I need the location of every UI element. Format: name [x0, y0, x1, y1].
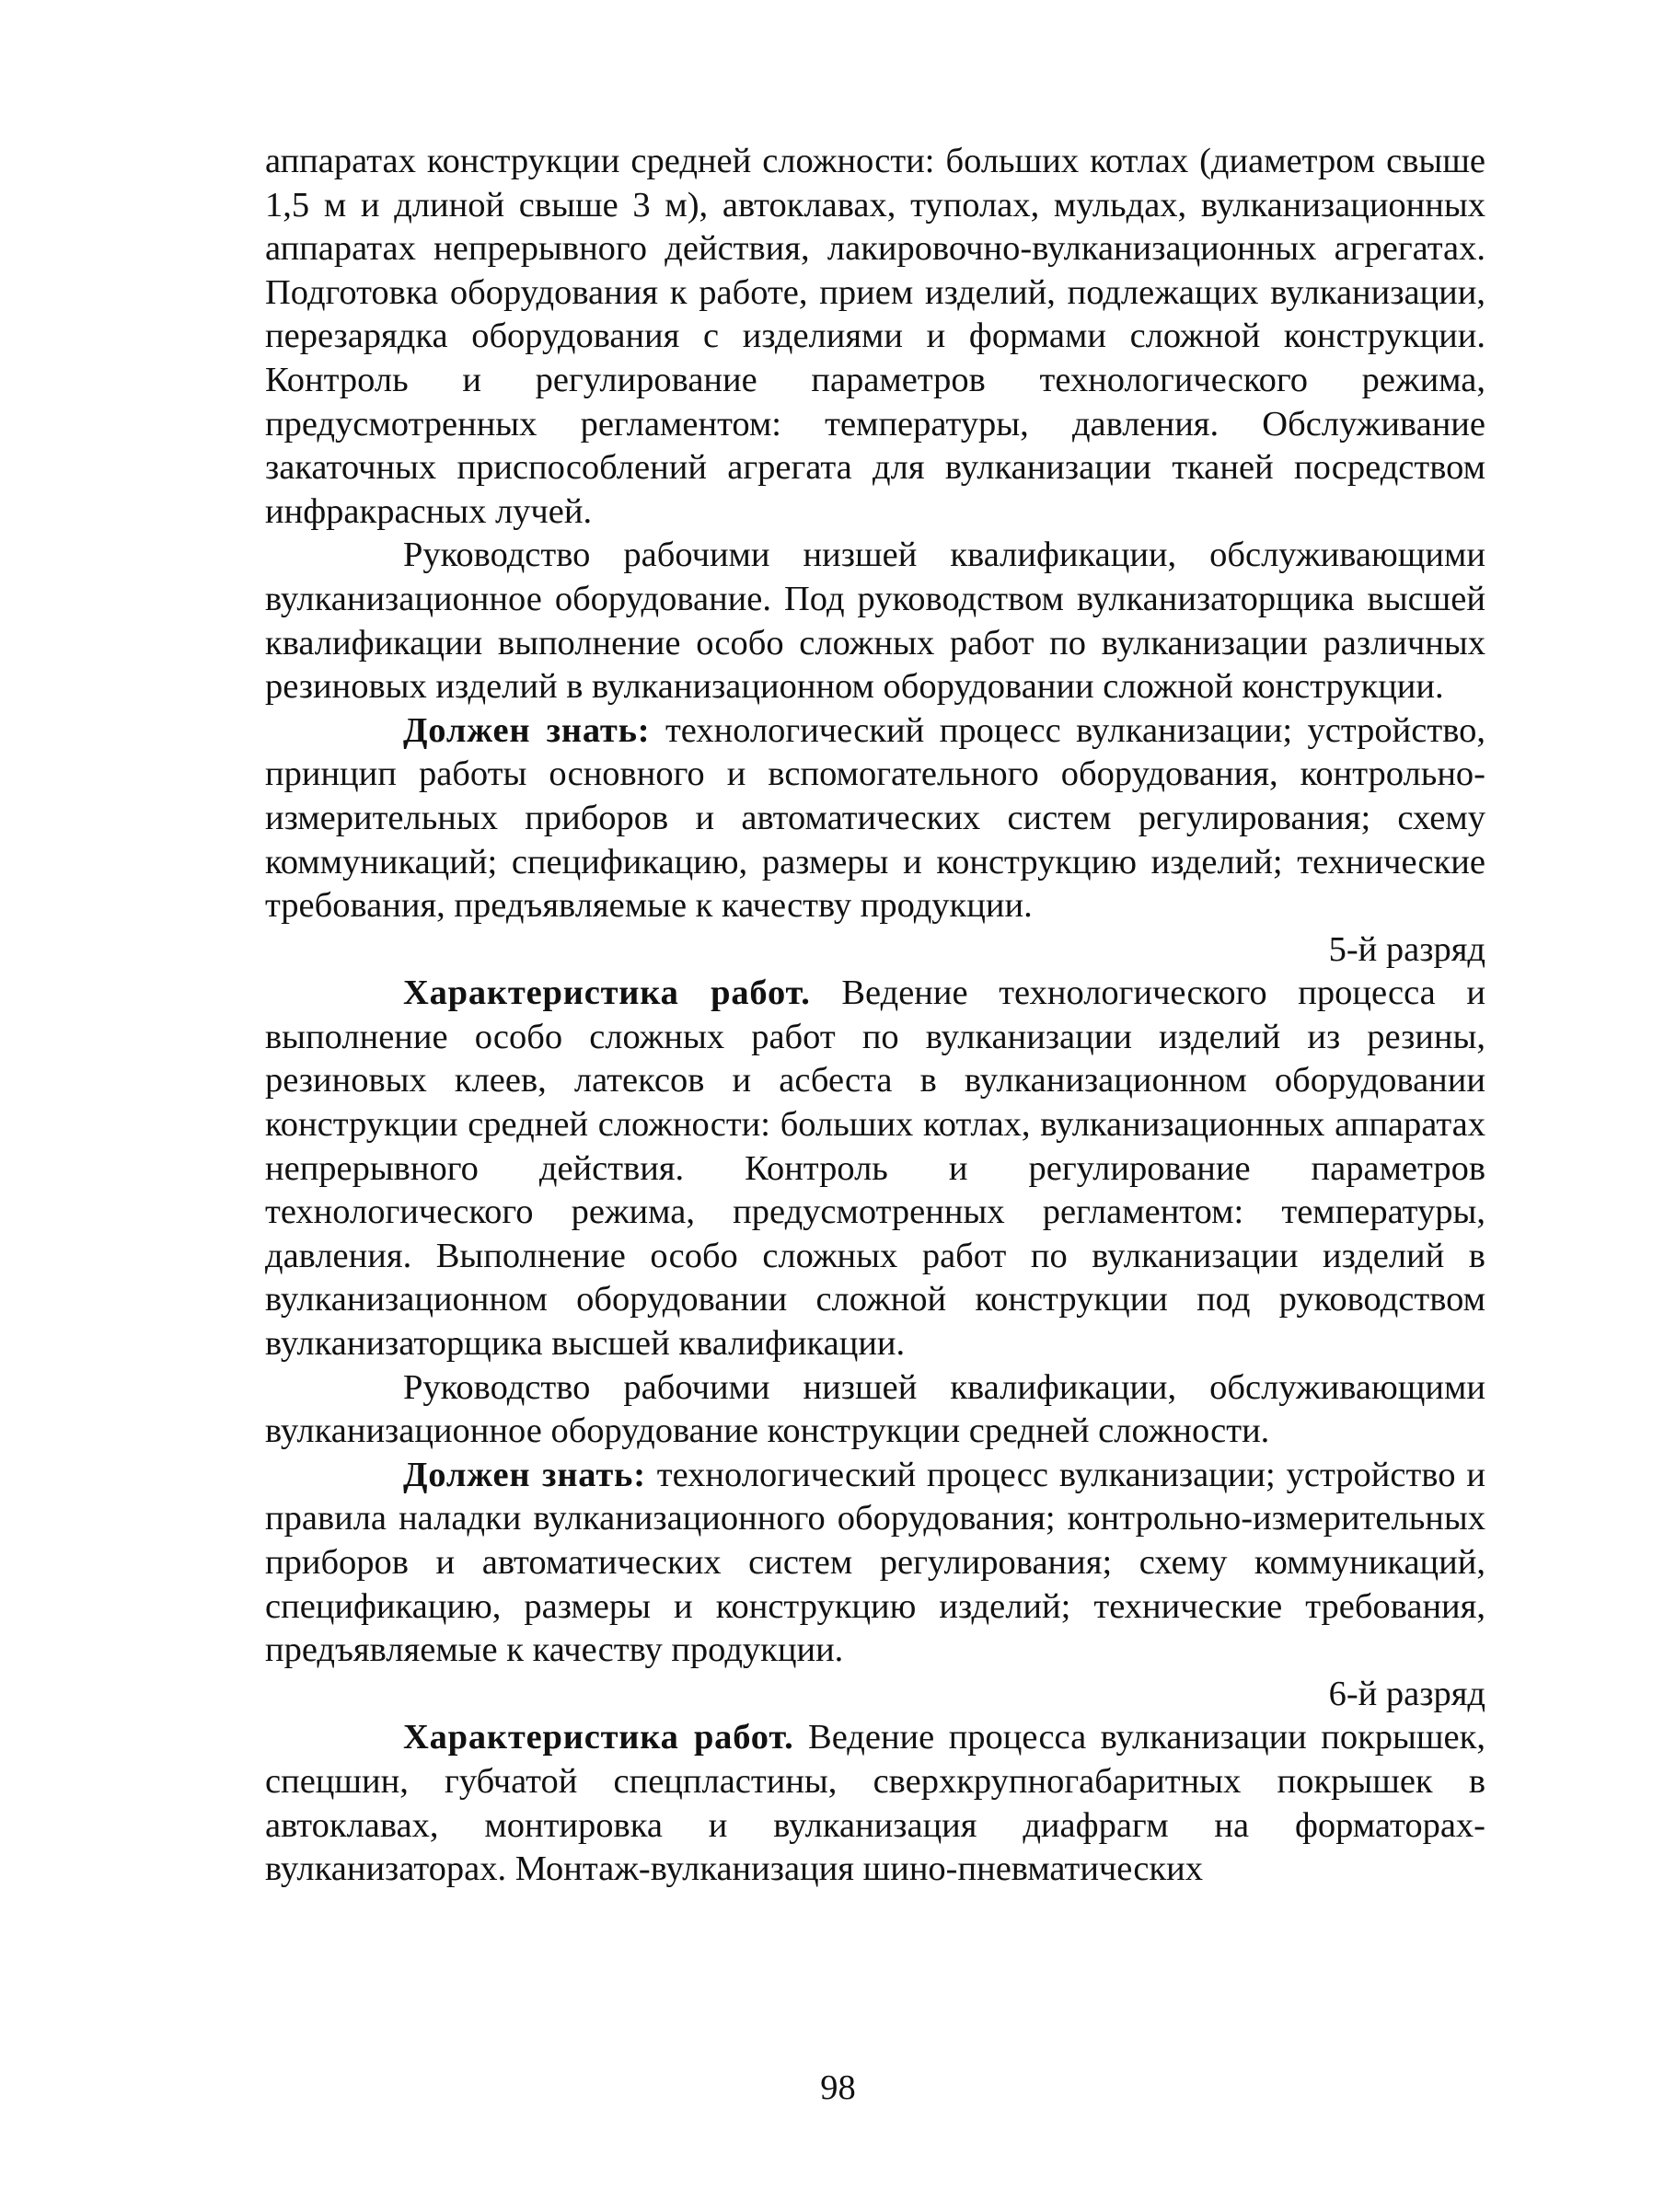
knowledge-lead: Должен знать:	[403, 710, 651, 750]
paragraph-text: технологический процесс вулканизации; устройство, принцип работы основного и вспомогательного оборудования, контрольно-измерительных приборов и автоматических систем регулирования; схему коммуникаций; спецификацию, размеры и конструкцию изделий; технические требования, предъявляемые к качеству продукции.	[265, 710, 1485, 926]
grade-6-heading: 6-й разряд	[1328, 1674, 1485, 1713]
grade-5-knowledge	[265, 1454, 1485, 1673]
grade-6-characteristics	[265, 1716, 1485, 1891]
document-page	[265, 140, 1485, 1892]
paragraph-text: аппаратах конструкции средней сложности: больших котлах (диаметром свыше 1,5 м и длиной свыше 3 м), автоклавах, туполах, мульдах, вулканизационных аппаратах непрерывного действия, лакировочно-вулканизационных агрегатах. Подготовка оборудования к работе, прием изделий, подлежащих вулканизации, перезарядка оборудования с изделиями и формами сложной конструкции. Контроль и регулирование параметров технологического режима, предусмотренных регламентом: температуры, давления. Обслуживание закаточных приспособлений агрегата для вулканизации тканей посредством инфракрасных лучей.	[265, 142, 1485, 531]
knowledge-lead: Должен знать:	[403, 1455, 646, 1494]
paragraph-text: Ведение технологического процесса и выполнение особо сложных работ по вулканизации изделий из резины, резиновых клеев, латексов и асбеста в вулканизационном оборудовании конструкции средней сложности: больших котлах, вулканизационных аппаратах непрерывного действия. Контроль и регулирование параметров технологического режима, предусмотренных регламентом: температуры, давления. Выполнение особо сложных работ по вулканизации изделий в вулканизационном оборудовании сложной конструкции под руководством вулканизаторщика высшей квалификации.	[265, 974, 1485, 1364]
paragraph-text: Ведение процесса вулканизации покрышек, спецшин, губчатой спецпластины, сверхкрупногабаритных покрышек в автоклавах, монтировка и вулканизация диафрагм на форматорах-вулканизаторах. Монтаж-вулканизация шино-пневматических	[265, 1718, 1485, 1889]
characteristics-lead: Характеристика работ.	[403, 1718, 794, 1757]
paragraph-text: Руководство рабочими низшей квалификации, обслуживающими вулканизационное оборудование конструкции средней сложности.	[265, 1367, 1485, 1451]
grade-5-heading: 5-й разряд	[1328, 929, 1485, 969]
paragraph-continuation	[265, 140, 1485, 534]
grade-5-management	[265, 1366, 1485, 1454]
grade-5-characteristics	[265, 972, 1485, 1365]
characteristics-lead: Характеристика работ.	[403, 974, 811, 1013]
paragraph-knowledge	[265, 709, 1485, 928]
page-number: 98	[820, 2068, 856, 2107]
paragraph-management	[265, 534, 1485, 709]
paragraph-text: технологический процесс вулканизации; устройство и правила наладки вулканизационного оборудования; контрольно-измерительных приборов и автоматических систем регулирования; схему коммуникаций, спецификацию, размеры и конструкцию изделий; технические требования, предъявляемые к качеству продукции.	[265, 1455, 1485, 1670]
paragraph-text: Руководство рабочими низшей квалификации, обслуживающими вулканизационное оборудование. Под руководством вулканизаторщика высшей квалификации выполнение особо сложных работ по вулканизации различных резиновых изделий в вулканизационном оборудовании сложной конструкции.	[265, 536, 1485, 707]
